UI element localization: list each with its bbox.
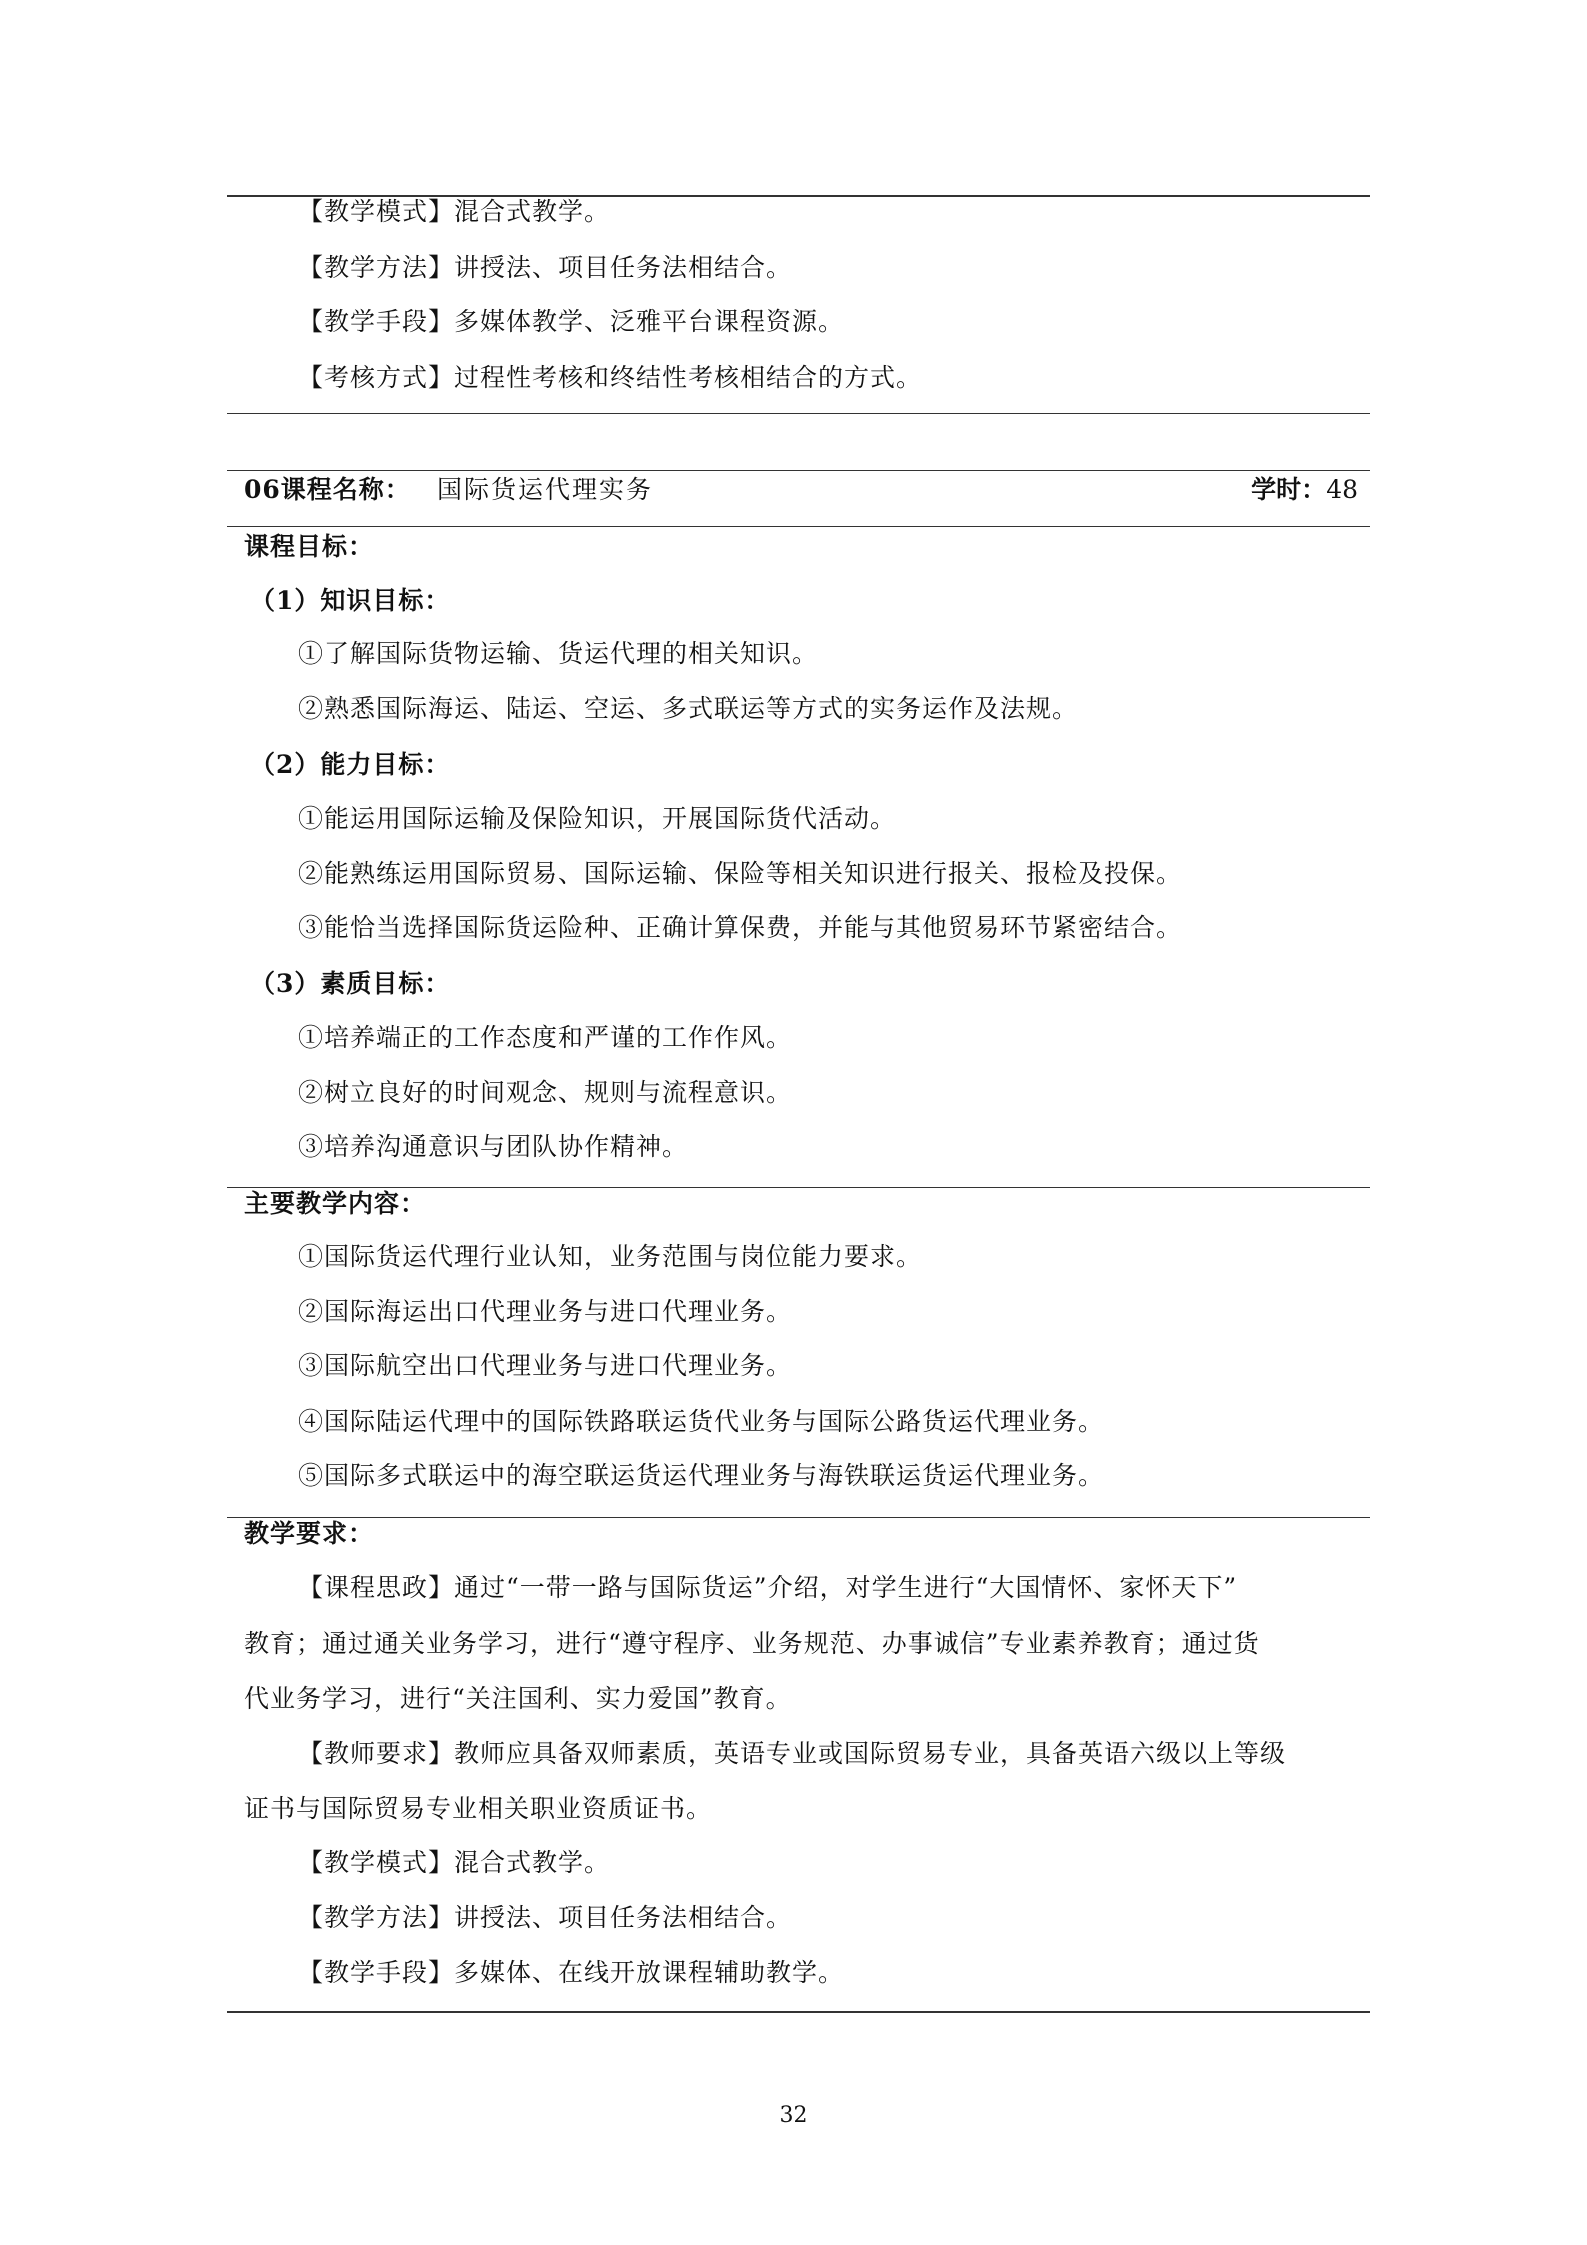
ideology-paragraph-line: 代业务学习，进行“关注国利、实力爱国”教育。 — [244, 1684, 792, 1713]
block-end-rule — [227, 413, 1370, 414]
knowledge-item: ①了解国际货物运输、货运代理的相关知识。 — [298, 639, 819, 668]
ability-item: ①能运用国际运输及保险知识，开展国际货代活动。 — [298, 804, 897, 833]
teacher-requirement-line: 证书与国际贸易专业相关职业资质证书。 — [244, 1794, 713, 1823]
top-teaching-mode: 【教学模式】混合式教学。 — [298, 197, 611, 226]
quality-item: ②树立良好的时间观念、规则与流程意识。 — [298, 1078, 793, 1107]
teacher-requirement-line: 【教师要求】教师应具备双师素质，英语专业或国际贸易专业，具备英语六级以上等级 — [298, 1739, 1287, 1768]
quality-heading: （3）素质目标： — [250, 969, 451, 998]
top-teaching-means: 【教学手段】多媒体教学、泛雅平台课程资源。 — [298, 307, 845, 336]
requirements-heading: 教学要求： — [244, 1519, 375, 1548]
teaching-mode: 【教学模式】混合式教学。 — [298, 1848, 611, 1877]
teaching-means: 【教学手段】多媒体、在线开放课程辅助教学。 — [298, 1958, 845, 1987]
ability-item: ②能熟练运用国际贸易、国际运输、保险等相关知识进行报关、报检及投保。 — [298, 859, 1183, 888]
requirements-section-rule — [227, 1517, 1370, 1518]
ideology-paragraph-line: 教育；通过通关业务学习，进行“遵守程序、业务规范、办事诚信”专业素养教育；通过货 — [244, 1629, 1260, 1658]
knowledge-item: ②熟悉国际海运、陆运、空运、多式联运等方式的实务运作及法规。 — [298, 694, 1079, 723]
quality-item: ③培养沟通意识与团队协作精神。 — [298, 1132, 689, 1161]
content-item: ①国际货运代理行业认知，业务范围与岗位能力要求。 — [298, 1242, 923, 1271]
quality-item: ①培养端正的工作态度和严谨的工作作风。 — [298, 1023, 793, 1052]
top-assessment-method: 【考核方式】过程性考核和终结性考核相结合的方式。 — [298, 363, 923, 392]
objectives-heading: 课程目标： — [244, 532, 375, 561]
top-teaching-method: 【教学方法】讲授法、项目任务法相结合。 — [298, 253, 793, 282]
course-name: 国际货运代理实务 — [437, 475, 654, 504]
teaching-method: 【教学方法】讲授法、项目任务法相结合。 — [298, 1903, 793, 1932]
hours-label: 学时： — [1251, 475, 1327, 504]
content-item: ④国际陆运代理中的国际铁路联运货代业务与国际公路货运代理业务。 — [298, 1407, 1105, 1436]
page-number: 32 — [779, 2103, 808, 2128]
ability-item: ③能恰当选择国际货运险种、正确计算保费，并能与其他贸易环节紧密结合。 — [298, 913, 1183, 942]
ability-heading: （2）能力目标： — [250, 750, 451, 779]
course-header-bottom-rule — [227, 526, 1370, 527]
course-number-label: 06课程名称： — [244, 475, 411, 504]
course-hours — [1251, 474, 1358, 506]
content-heading: 主要教学内容： — [244, 1189, 427, 1218]
ideology-paragraph-line: 【课程思政】通过“一带一路与国际货运”介绍，对学生进行“大国情怀、家怀天下” — [298, 1573, 1238, 1602]
knowledge-heading: （1）知识目标： — [250, 586, 451, 615]
content-item: ⑤国际多式联运中的海空联运货运代理业务与海铁联运货运代理业务。 — [298, 1461, 1105, 1490]
bottom-rule — [227, 2011, 1370, 2013]
content-item: ②国际海运出口代理业务与进口代理业务。 — [298, 1297, 793, 1326]
course-header-top-rule — [227, 470, 1370, 471]
hours-value: 48 — [1326, 475, 1358, 504]
content-item: ③国际航空出口代理业务与进口代理业务。 — [298, 1351, 793, 1380]
